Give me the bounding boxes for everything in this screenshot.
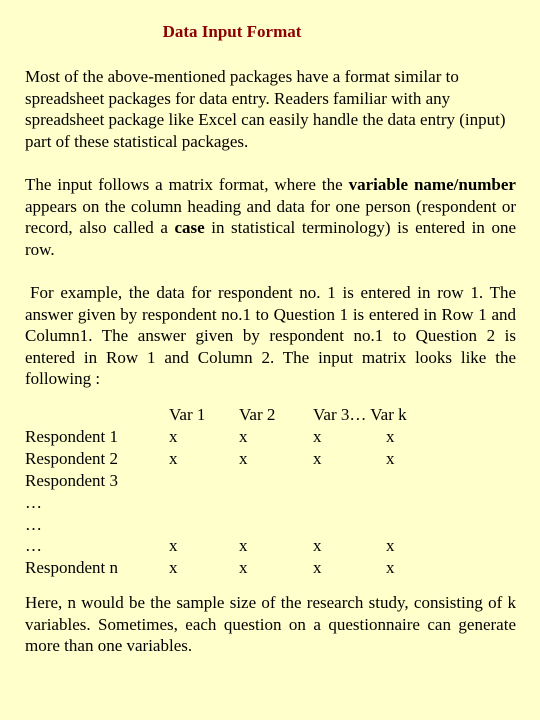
row-label: … [25,515,42,534]
row-label: Respondent 1 [25,427,119,446]
page-title: Data Input Format [162,22,302,41]
bold-term-variable: variable name/number [348,175,516,194]
matrix-value: x [239,558,248,577]
bold-term-case: case [174,218,205,238]
row-label: Respondent 3 [25,471,119,490]
matrix-value: x [169,427,178,446]
matrix-value: x [313,427,322,446]
paragraph-text: in statistical terminology) is entered in one row. [25,218,516,259]
matrix-value: x [169,449,178,468]
matrix-header: Var 2 [239,405,276,424]
matrix-value: x [313,449,322,468]
example-paragraph [25,282,516,390]
paragraph-text: appears on the column heading and data for one person (respondent or record, also called a [25,196,516,238]
matrix-value: x [239,449,248,468]
matrix-header: Var 3… Var k [313,405,407,424]
matrix-value: x [386,536,395,555]
matrix-value: x [386,427,395,446]
conclusion-paragraph: Here, n would be the sample size of the research study, consisting of k variables. Sometimes, each question on a questionnaire can generate more than one variables. [25,593,516,656]
input-matrix [25,404,516,580]
matrix-value: x [169,558,178,577]
intro-paragraph: Most of the above-mentioned packages have a format similar to spreadsheet packages for data entry. Readers familiar with any spreadsheet package like Excel can easily handle the data entry (input) part of these statistical packages. [25,67,506,151]
matrix-format-paragraph [25,174,516,260]
row-label: Respondent n [25,558,119,577]
row-label: … [25,493,42,512]
matrix-value: x [239,427,248,446]
row-label: Respondent 2 [25,449,119,468]
matrix-header: Var 1 [169,405,206,424]
matrix-value: x [386,558,395,577]
paragraph-text: The input follows a matrix format, where the [25,175,349,194]
matrix-value: x [313,536,322,555]
matrix-value: x [313,558,322,577]
row-label: … [25,536,42,555]
matrix-value: x [239,536,248,555]
matrix-value: x [169,536,178,555]
paragraph-text: For example, the data for respondent no. 1 is entered in row 1. The answer given by respondent no.1 to Question 1 is entered in Row 1 and Column1. The answer given by respondent no.1 to Question 2 is entered in Row 1 and Column 2. The input matrix looks like the following : [25,283,516,389]
matrix-value: x [386,449,395,468]
